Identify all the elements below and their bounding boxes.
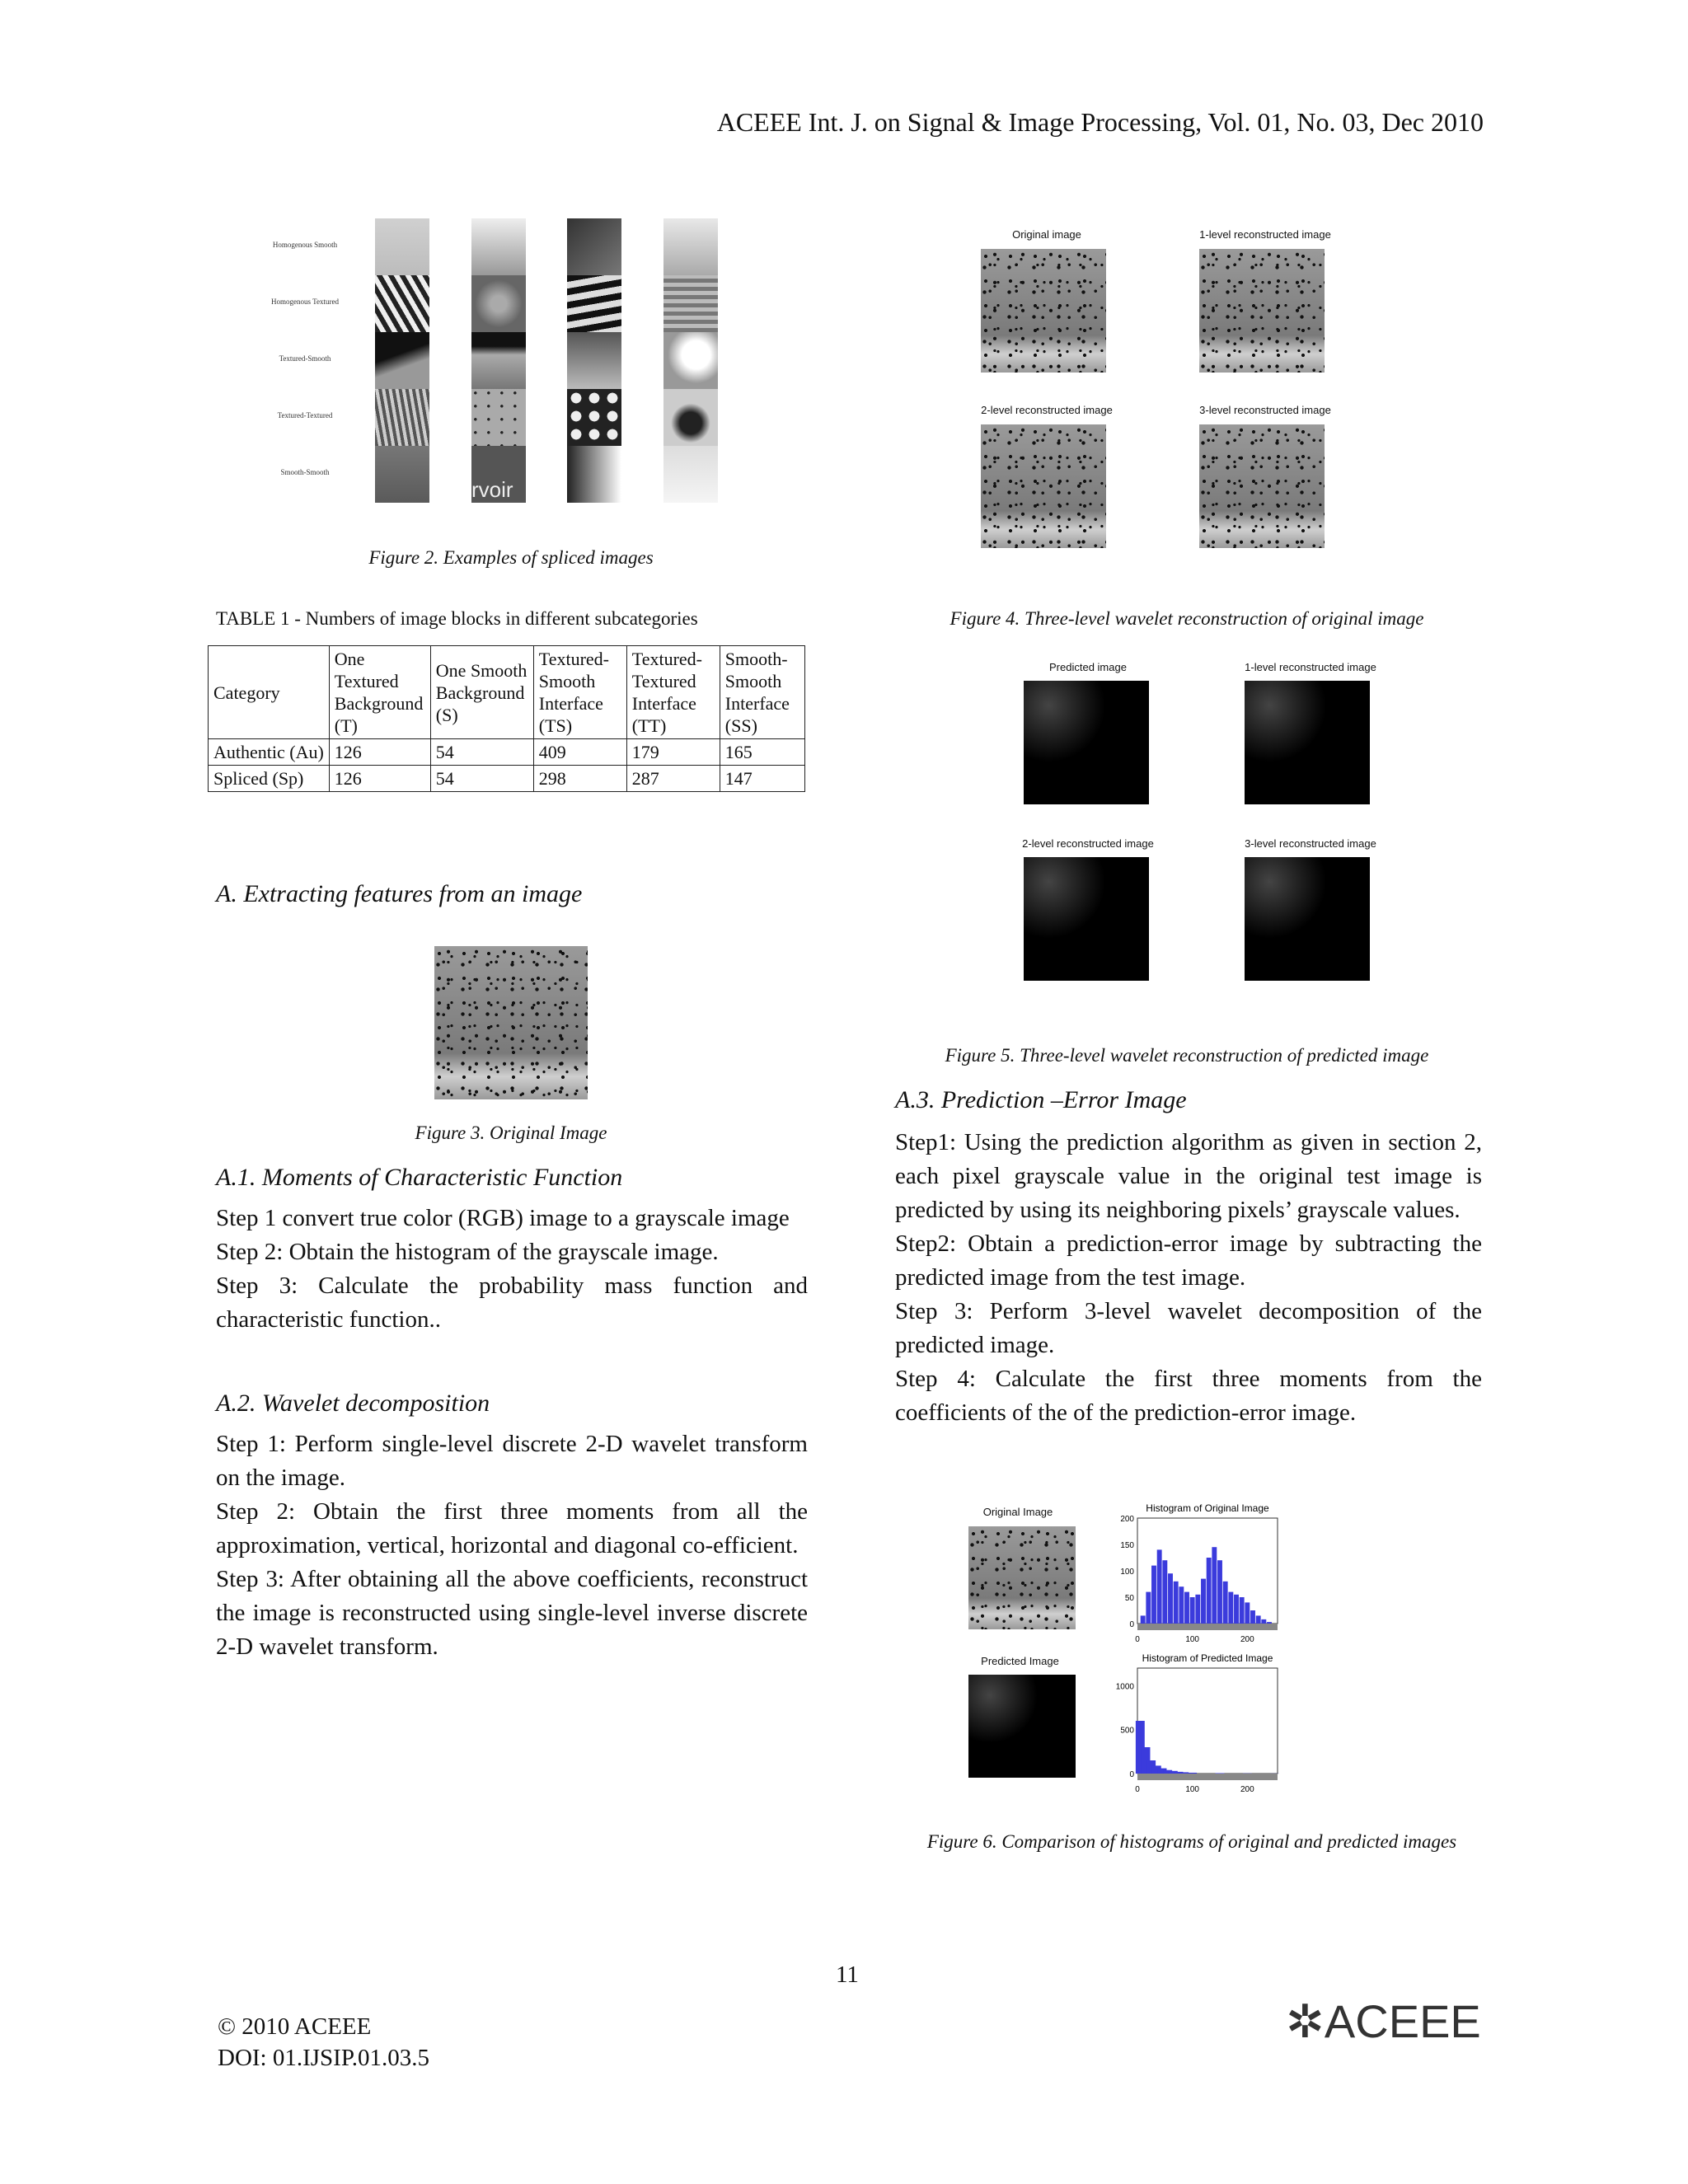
section-a2-heading: A.2. Wavelet decomposition <box>216 1390 490 1417</box>
histogram-bar <box>1195 1595 1200 1624</box>
page-number: 11 <box>836 1961 859 1988</box>
histogram-bar <box>1188 1773 1197 1774</box>
fig6-label: Predicted Image <box>981 1655 1059 1667</box>
table-cell: 287 <box>626 766 720 792</box>
paragraph-line: Step 3: After obtaining all the above coefficients, reconstruct the image is reconstructed using single-level inverse discrete 2-D wavelet transform. <box>216 1566 808 1660</box>
colorbar <box>1137 1624 1278 1630</box>
fig5-label: 1-level reconstructed image <box>1245 661 1376 673</box>
section-a3-heading: A.3. Prediction –Error Image <box>895 1086 1187 1113</box>
fig5-image <box>1245 857 1370 981</box>
fig4-label: Original image <box>1012 228 1081 241</box>
table-cell: 298 <box>533 766 626 792</box>
table-row <box>209 739 805 766</box>
paragraph-line: Step 3: Perform 3-level wavelet decomposition of the predicted image. <box>895 1298 1482 1358</box>
fig5-label: 2-level reconstructed image <box>1022 837 1154 850</box>
table-cell: Spliced (Sp) <box>209 766 330 792</box>
histogram-bar <box>1245 1602 1250 1624</box>
table-header-cell: Textured-Textured Interface (TT) <box>626 646 720 739</box>
table-header-cell: One Smooth Background (S) <box>430 646 533 739</box>
section-a2-body <box>216 1427 808 1664</box>
y-tick-label: 200 <box>1120 1515 1134 1524</box>
table-cell: 165 <box>720 739 804 766</box>
y-tick-label: 500 <box>1120 1726 1134 1736</box>
running-header: ACEEE Int. J. on Signal & Image Processing, Vol. 01, No. 03, Dec 2010 <box>716 107 1484 137</box>
table-cell: 147 <box>720 766 804 792</box>
histogram-bar <box>1234 1595 1239 1624</box>
fig2-row-label: Textured-Smooth <box>279 354 331 363</box>
table-header-cell: Category <box>209 646 330 739</box>
fig5-label: Predicted image <box>1049 661 1127 673</box>
table-row <box>209 766 805 792</box>
x-tick-label: 200 <box>1240 1635 1254 1644</box>
table-header-cell: One Textured Background (T) <box>329 646 430 739</box>
x-tick-label: 0 <box>1135 1635 1140 1644</box>
y-tick-label: 150 <box>1120 1541 1134 1550</box>
histogram-bar <box>1256 1615 1261 1624</box>
fig4-image <box>1199 249 1325 373</box>
histogram-bar <box>1141 1615 1146 1624</box>
paragraph-line: Step 4: Calculate the first three moments from the coefficients of the of the prediction-error image. <box>895 1366 1482 1426</box>
table-header-row <box>209 646 805 739</box>
fig2-row-label: Textured-Textured <box>277 411 333 419</box>
histogram-bar <box>1151 1566 1156 1624</box>
footer <box>218 2011 429 2074</box>
fig6-label: Original Image <box>982 1506 1053 1518</box>
fig4-label: 2-level reconstructed image <box>981 404 1113 416</box>
histogram-bar <box>1212 1547 1217 1624</box>
histogram-bar <box>1157 1549 1162 1624</box>
x-tick-label: 0 <box>1135 1785 1140 1794</box>
aceee-logo: ✲ACEEE <box>1286 1995 1481 2047</box>
fig6-caption: Figure 6. Comparison of histograms of original and predicted images <box>926 1831 1457 1852</box>
copyright: © 2010 ACEEE <box>218 2013 372 2040</box>
fig6-predicted-image <box>968 1675 1076 1778</box>
histogram-bar <box>1267 1622 1272 1624</box>
table-cell: 409 <box>533 739 626 766</box>
fig5-image <box>1245 681 1370 804</box>
paragraph-line: Step2: Obtain a prediction-error image by subtracting the predicted image from the test image. <box>895 1230 1482 1291</box>
histogram-bar <box>1179 1586 1184 1624</box>
fig5-caption: Figure 5. Three-level wavelet reconstruction of predicted image <box>945 1045 1429 1066</box>
paragraph-line: Step 2: Obtain the histogram of the grayscale image. <box>216 1239 719 1265</box>
x-tick-label: 100 <box>1185 1785 1200 1794</box>
histogram-bar <box>1146 1592 1151 1624</box>
histogram-bar <box>1184 1592 1189 1624</box>
fig4-label: 3-level reconstructed image <box>1199 404 1331 416</box>
histogram-bar <box>1240 1597 1245 1624</box>
histogram-bar <box>1216 1773 1225 1774</box>
section-a-heading: A. Extracting features from an image <box>216 880 583 907</box>
table-cell: Authentic (Au) <box>209 739 330 766</box>
table1-title: TABLE 1 - Numbers of image blocks in different subcategories <box>216 608 698 629</box>
fig2-row-label: Smooth-Smooth <box>280 468 330 476</box>
paragraph-line: Step 3: Calculate the probability mass function and characteristic function.. <box>216 1272 808 1333</box>
table-cell: 179 <box>626 739 720 766</box>
fig2-strip <box>663 218 718 503</box>
fig2-row-label: Homogenous Textured <box>271 298 339 306</box>
fig2-strip <box>567 218 621 503</box>
section-a1-heading: A.1. Moments of Characteristic Function <box>216 1164 623 1191</box>
table1 <box>208 645 805 792</box>
fig4-image <box>981 249 1106 373</box>
y-tick-label: 50 <box>1124 1594 1134 1603</box>
table-cell: 54 <box>430 739 533 766</box>
histogram-bar <box>1179 1772 1189 1774</box>
histogram-bar <box>1250 1610 1255 1624</box>
histogram-bar <box>1190 1597 1195 1624</box>
histogram-original-chart <box>1104 1502 1294 1647</box>
fig5-image <box>1024 857 1149 981</box>
table-header-cell: Smooth-Smooth Interface (SS) <box>720 646 804 739</box>
y-tick-label: 0 <box>1129 1620 1134 1629</box>
section-a3-body <box>895 1126 1482 1430</box>
fig4-image <box>981 424 1106 548</box>
histogram-bar <box>1223 1582 1228 1624</box>
table-cell: 126 <box>329 739 430 766</box>
histogram-bar <box>1207 1558 1212 1624</box>
fig2-row-label: Homogenous Smooth <box>272 241 338 249</box>
histogram-bar <box>1174 1582 1179 1624</box>
fig2-strip <box>375 218 429 503</box>
y-tick-label: 1000 <box>1115 1682 1134 1692</box>
section-a1-body <box>216 1202 808 1337</box>
histogram-bar <box>1162 1560 1167 1624</box>
table-cell: 126 <box>329 766 430 792</box>
fig3-caption: Figure 3. Original Image <box>415 1122 607 1143</box>
fig6-original-image <box>968 1526 1076 1629</box>
histogram-bar <box>1228 1592 1233 1624</box>
histogram-predicted-chart <box>1104 1652 1294 1797</box>
fig3-original-image <box>434 946 588 1099</box>
histogram-bar <box>1168 1573 1173 1624</box>
table-cell: 54 <box>430 766 533 792</box>
chart-title: Histogram of Predicted Image <box>1142 1652 1273 1664</box>
plot-frame <box>1137 1668 1278 1774</box>
paragraph-line: Step 1: Perform single-level discrete 2-D wavelet transform on the image. <box>216 1431 808 1491</box>
table-header-cell: Textured-Smooth Interface (TS) <box>533 646 626 739</box>
x-tick-label: 200 <box>1240 1785 1254 1794</box>
x-tick-label: 100 <box>1185 1635 1200 1644</box>
chart-title: Histogram of Original Image <box>1146 1502 1269 1514</box>
paragraph-line: Step 1 convert true color (RGB) image to a grayscale image <box>216 1205 790 1231</box>
fig4-caption: Figure 4. Three-level wavelet reconstruction of original image <box>950 608 1424 629</box>
fig5-image <box>1024 681 1149 804</box>
fig4-image <box>1199 424 1325 548</box>
y-tick-label: 100 <box>1120 1568 1134 1577</box>
colorbar <box>1137 1774 1278 1780</box>
fig2-watermark: rvoir <box>471 446 526 503</box>
y-tick-label: 0 <box>1129 1770 1134 1779</box>
histogram-bar <box>1261 1619 1266 1624</box>
paragraph-line: Step 2: Obtain the first three moments from all the approximation, vertical, horizontal and diagonal co-efficient. <box>216 1498 808 1558</box>
histogram-bar <box>1201 1579 1206 1624</box>
fig5-label: 3-level reconstructed image <box>1245 837 1376 850</box>
fig4-label: 1-level reconstructed image <box>1199 228 1331 241</box>
doi: DOI: 01.IJSIP.01.03.5 <box>218 2045 429 2071</box>
fig2-caption: Figure 2. Examples of spliced images <box>368 547 654 568</box>
paragraph-line: Step1: Using the prediction algorithm as given in section 2, each pixel grayscale value in the original test image is predicted by using its neighboring pixels’ grayscale values. <box>895 1129 1482 1223</box>
histogram-bar <box>1217 1560 1222 1624</box>
fig2-strip <box>471 218 526 503</box>
